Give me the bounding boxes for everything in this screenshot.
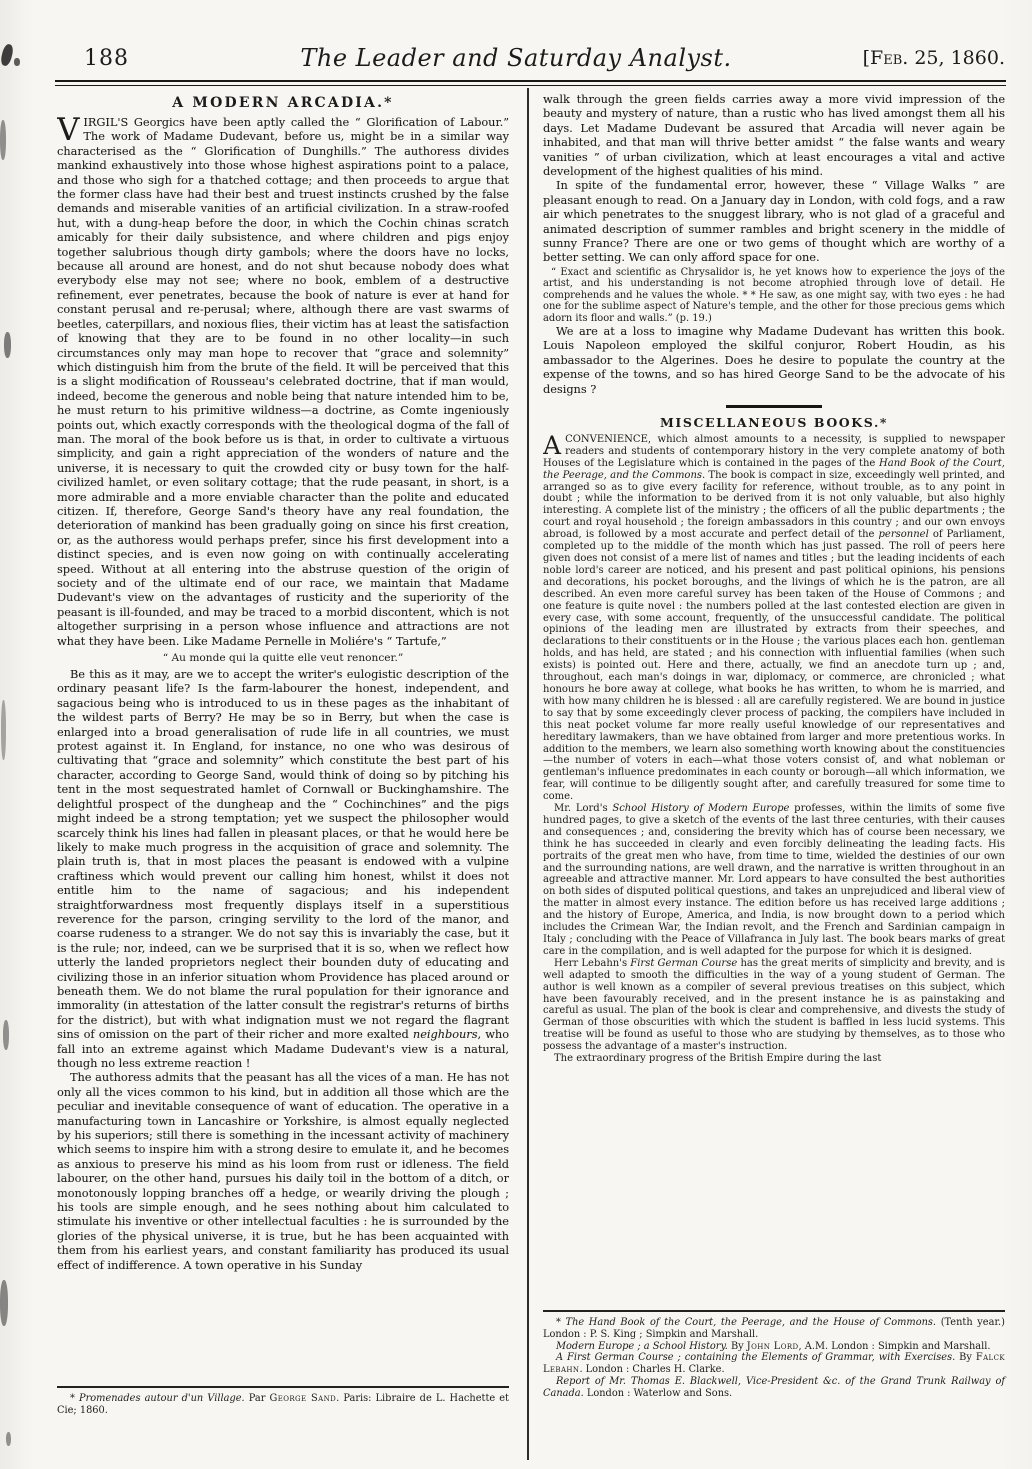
article-paragraph	[543, 430, 1005, 803]
dropcap-letter: V	[57, 112, 80, 148]
verse-quote: “ Au monde qui la quitte elle veut renoncer.”	[162, 652, 404, 665]
article-title-modern-arcadia: A MODERN ARCADIA.*	[172, 95, 394, 111]
masthead-title: The Leader and Saturday Analyst.	[300, 44, 732, 72]
paragraph-text: IRGIL'S Georgics have been aptly called the “ Glorification of Labour.” The work of Madame Dudevant, before us, might be in a similar way characterised as the “ Glorification of Dunghills.” The authoress divides mankind exhaustively into those whose highest aspirations point to a palace, and those who sigh for a thatched cottage; and then proceeds to argue that the former class have had their best and truest instincts crushed by the false demands and miserable vanities of an artificial civilization. In a straw-roofed hut, with a dung-heap before the door, in which the Cochin chinas scratch amicably for their daily subsistence, and where children and pigs enjoy together salubrious though dirty gambols; where the doors have no locks, because all around are honest, and do not shut because nobody does what everybody else may not see; where no book, emblem of a destructive refinement, ever penetrates, because the book of nature is ever at hand for constant perusal and re-perusal; where, although there are vast swarms of beetles, caterpillars, and noxious flies, their victim has at least the satisfaction of knowing that they are to be found in no other locality—in such circumstances only may man hope to recover that “grace and solemnity” which distinguish him from the brute of the field. It will be perceived that this is a slight modification of Rousseau's celebrated doctrine, that if man would, indeed, become the generous and noble being that nature intended him to be, he must return to his primitive wildness—a doctrine, as Comte ingeniously points out, which exactly corresponds with the theological dogma of the fall of man. The moral of the book before us is that, in order to cultivate a virtuous simplicity, and gain a right appreciation of the wonders of nature and the universe, it is necessary to quit the crowded city or busy town for the half-civilized hamlet, or even solitary cottage; that the rude peasant, in short, is a more admirable and a more enviable character than the polite and educated citizen. If, therefore, George Sand's theory have any real foundation, the deterioration of mankind has been gradually going on since his first creation, or, as the authoress would perhaps prefer, since his first development into a distinct species, and is even now going on with continually accelerating speed. Without at all entering into the abstruse question of the origin of society and of the ultimate end of our race, we maintain that Madame Dudevant's view on the advantages of rusticity and the superiority of the peasant is ill-founded, and may be traced to a morbid discontent, which is not altogether surprising in a person whose influence and attractions are not what they have been. Like Madame Pernelle in Moliére's “ Tartufe,”	[57, 116, 509, 648]
footnote: * Promenades autour d'un Village. Par George Sand. Paris: Libraire de L. Hachette et Cie; 1860.	[57, 1393, 509, 1416]
article-paragraph: We are at a loss to imagine why Madame Dudevant has written this book. Louis Napoleon employed the skilful conjuror, Robert Houdin, as his ambassador to the Algerines. Does he desire to populate the country at the expense of the towns, and so has hired George Sand to be the advocate of his designs ?	[543, 324, 1005, 396]
footnote: Report of Mr. Thomas E. Blackwell, Vice-President &c. of the Grand Trunk Railway of Canada. London : Waterlow and Sons.	[543, 1375, 1005, 1399]
left-column	[57, 95, 509, 1379]
article-title-miscellaneous-books: MISCELLANEOUS BOOKS.*	[659, 414, 889, 430]
scan-artifact	[0, 1280, 8, 1326]
footnote: Modern Europe ; a School History. By John Lord, A.M. London : Simpkin and Marshall.	[556, 1340, 991, 1352]
left-footnote-block	[57, 1386, 509, 1417]
header-double-rule	[55, 80, 1006, 86]
article-paragraph: walk through the green fields carries away a more vivid impression of the beauty and mystery of nature, than a rustic who has lived amongst them all his days. Let Madame Dudevant be assured that Arcadia will never again be inhabited, and that man will thrive better amidst “ the false wants and weary vanities ” of urban civilization, which at least encourages a vital and active development of the highest qualities of his mind.	[543, 93, 1005, 179]
right-column	[543, 93, 1005, 1305]
article-paragraph: The extraordinary progress of the British Empire during the last	[554, 1053, 882, 1065]
article-paragraph: Mr. Lord's School History of Modern Europe professes, within the limits of some five hundred pages, to give a sketch of the events of the last three centuries, with their causes and consequences ; and, considering the brevity which has of course been necessary, we think he has succeeded in clearly and even forcibly delineating the leading facts. His portraits of the great men who have, from time to time, wielded the destinies of our own and the surrounding nations, are well drawn, and the narrative is written throughout in an agreeable and attractive manner. Mr. Lord appears to have consulted the best authorities on both sides of disputed political questions, and takes an unprejudiced and liberal view of the matter in almost every instance. The edition before us has received large additions ; and the history of Europe, America, and India, is now brought down to a period which includes the Crimean War, the Indian revolt, and the French and Sardinian campaign in Italy ; concluding with the Peace of Villafranca in July last. The book bears marks of great care in the compilation, and is well adapted for the purpose for which it is designed.	[543, 803, 1005, 957]
article-paragraph: In spite of the fundamental error, however, these “ Village Walks ” are pleasant enough to read. On a January day in London, with cold fogs, and a raw air which penetrates to the snuggest library, who is not glad of a graceful and animated description of summer rambles and bright scenery in the middle of sunny France? There are one or two gems of thought which are worthy of a better setting. We can only afford space for one.	[543, 179, 1005, 265]
page-number: 188	[84, 46, 129, 71]
footnote-rule	[57, 1386, 509, 1388]
dropcap-letter: A	[543, 430, 562, 460]
scan-artifact	[3, 1020, 9, 1050]
footnote: A First German Course ; containing the Elements of Grammar, with Exercises. By Falck Lebahn. London : Charles H. Clarke.	[543, 1352, 1005, 1376]
article-paragraph: Herr Lebahn's First German Course has the great merits of simplicity and brevity, and is well adapted to smooth the difficulties in the way of a young student of German. The author is well known as a compiler of several previous treatises on this subject, which have been favourably received, and in the present instance he is as painstaking and careful as usual. The plan of the book is clear and comprehensive, and divests the study of German of those obscurities with which the student is baffled in less lucid systems. This treatise will be found as useful to those who are studying by themselves, as to those who possess the advantage of a master's instruction.	[543, 957, 1005, 1053]
issue-date: [Feb. 25, 1860.	[862, 47, 1005, 69]
right-footnote-block	[543, 1310, 1005, 1400]
scan-artifact	[0, 120, 6, 160]
footnote-rule	[543, 1310, 1005, 1312]
article-paragraph: Be this as it may, are we to accept the writer's eulogistic description of the ordinary peasant life? Is the farm-labourer the honest, independent, and sagacious being who is introduced to us in these pages as the inhabitant of the wildest parts of Berry? He may be so in Berry, but when the case is enlarged into a broad generalisation of rude life in all countries, we must protest against it. In England, for instance, no one who was desirous of cultivating that “grace and solemnity” which constitute the best part of his character, according to George Sand, would think of doing so by pitching his tent in the most sequestrated hamlet of Cornwall or Buckinghamshire. The delightful prospect of the dungheap and the “ Cochinchines” and the pigs might indeed be a strong temptation; yet we suspect the philosopher would scarcely think his lines had fallen in pleasant places, or that he would here be likely to make much progress in the acquisition of grace and solemnity. The plain truth is, that in most places the peasant is endowed with a vulpine craftiness which would prevent our calling him honest, whilst it does not entitle him to the name of sagacious; and his independent straightforwardness most frequently displays itself in a superstitious reverence for the parson, cringing servility to the lord of the manor, and coarse rudeness to a stranger. We do not say this is invariably the case, but it is the rule; nor, indeed, can we be surprised that it is so, when we reflect how utterly the landed proprietors neglect their bounden duty of educating and civilizing those in an inferior situation whom Providence has placed around or beneath them. We do not blame the rural population for their ignorance and immorality (in attestation of the latter consult the registrar's returns of births for the district), but with what indignation must we not regard the flagrant sins of omission on the part of their richer and more exalted neighbours, who fall into an extreme against which Madame Dudevant's view is a natural, though no less extreme reaction !	[57, 668, 509, 1070]
page-header	[0, 44, 1032, 78]
article-paragraph	[57, 112, 509, 649]
section-divider-rule	[726, 405, 822, 408]
scan-artifact	[6, 1432, 11, 1446]
article-paragraph: The authoress admits that the peasant has all the vices of a man. He has not only all the vices common to his kind, but in addition all those which are the peculiar and inevitable consequence of want of education. The operative in a manufacturing town in Lancashire or Yorkshire, is almost equally neglected by his superiors; still there is something in the incessant activity of machinery which seems to inspire him with a strong desire to emulate it, and he becomes as anxious to preserve his mind as his loom from rust or idleness. The field labourer, on the other hand, pursues his daily toil in the bottom of a ditch, or monotonously lopping branches off a hedge, or wearily driving the plough ; his tools are simple enough, and he sees nothing about him calculated to stimulate his inventive or other intellectual faculties : he is surrounded by the glories of the physical universe, it is true, but he has been acquainted with them from his earliest years, and constant familiarity has produced its usual effect of indifference. A town operative in his Sunday	[57, 1071, 509, 1272]
paragraph-text: CONVENIENCE, which almost amounts to a necessity, is supplied to newspaper readers and students of contemporary history in the very complete anatomy of both Houses of the Legislature which is contained in the pages of the Hand Book of the Court, the Peerage, and the Commons. The book is compact in size, exceedingly well printed, and arranged so as to give every facility for reference, without trouble, as to any point in doubt ; while the information to be derived from it is not only valuable, but also highly interesting. A complete list of the ministry ; the officers of all the public departments ; the court and royal household ; the foreign ambassadors in this country ; and our own envoys abroad, is followed by a most accurate and perfect detail of the personnel of Parliament, completed up to the middle of the month which has just passed. The roll of peers here given does not consist of a mere list of names and titles ; but the leading incidents of each noble lord's career are noticed, and his present and past political opinions, his pensions and decorations, his pocket boroughs, and the livings of which he is the patron, are all described. An even more careful survey has been taken of the House of Commons ; and one feature is quite novel : the numbers polled at the last contested election are given in every case, with some account, frequently, of the unsuccessful candidate. The political opinions of the leading men are illustrated by extracts from their speeches, and declarations to their constituents or in the House ; the various places each hon. gentleman holds, and has held, are stated ; and his connection with influential families (when such exists) is pointed out. Here and there, actually, we find an anecdote turn up ; and, throughout, each man's doings in war, diplomacy, or commerce, are chronicled ; what honours he bore away at college, what books he has written, to whom he is married, and with how many children he is blessed : all are carefully registered. We are bound in justice to say that by some exceedingly clever process of packing, the compilers have included in this neat pocket volume far more really useful knowledge of our representatives and hereditary lawmakers, than we have obtained from larger and more pretentious works. In addition to the members, we learn also something worth knowing about the constituencies—the number of voters in each—what those voters consist of, and what nobleman or gentleman's influence predominates in each county or borough—all which information, we fear, will continue to be diligently sought after, and carefully treasured for some time to come.	[543, 433, 1005, 803]
block-quote: “ Exact and scientific as Chrysalidor is, he yet knows how to experience the joys of the artist, and his understanding is not become atrophied through love of detail. He comprehends and he values the whole. * * He saw, as one might say, with two eyes : he had one for the sublime aspect of Nature's temple, and the other for those precious gems which adorn its floor and walls.” (p. 19.)	[543, 266, 1005, 324]
column-divider-rule	[527, 88, 529, 1460]
scan-artifact	[1, 700, 6, 760]
footnote: * The Hand Book of the Court, the Peerage, and the House of Commons. (Tenth year.) London : P. S. King ; Simpkin and Marshall.	[543, 1317, 1005, 1340]
scan-artifact	[4, 332, 11, 358]
